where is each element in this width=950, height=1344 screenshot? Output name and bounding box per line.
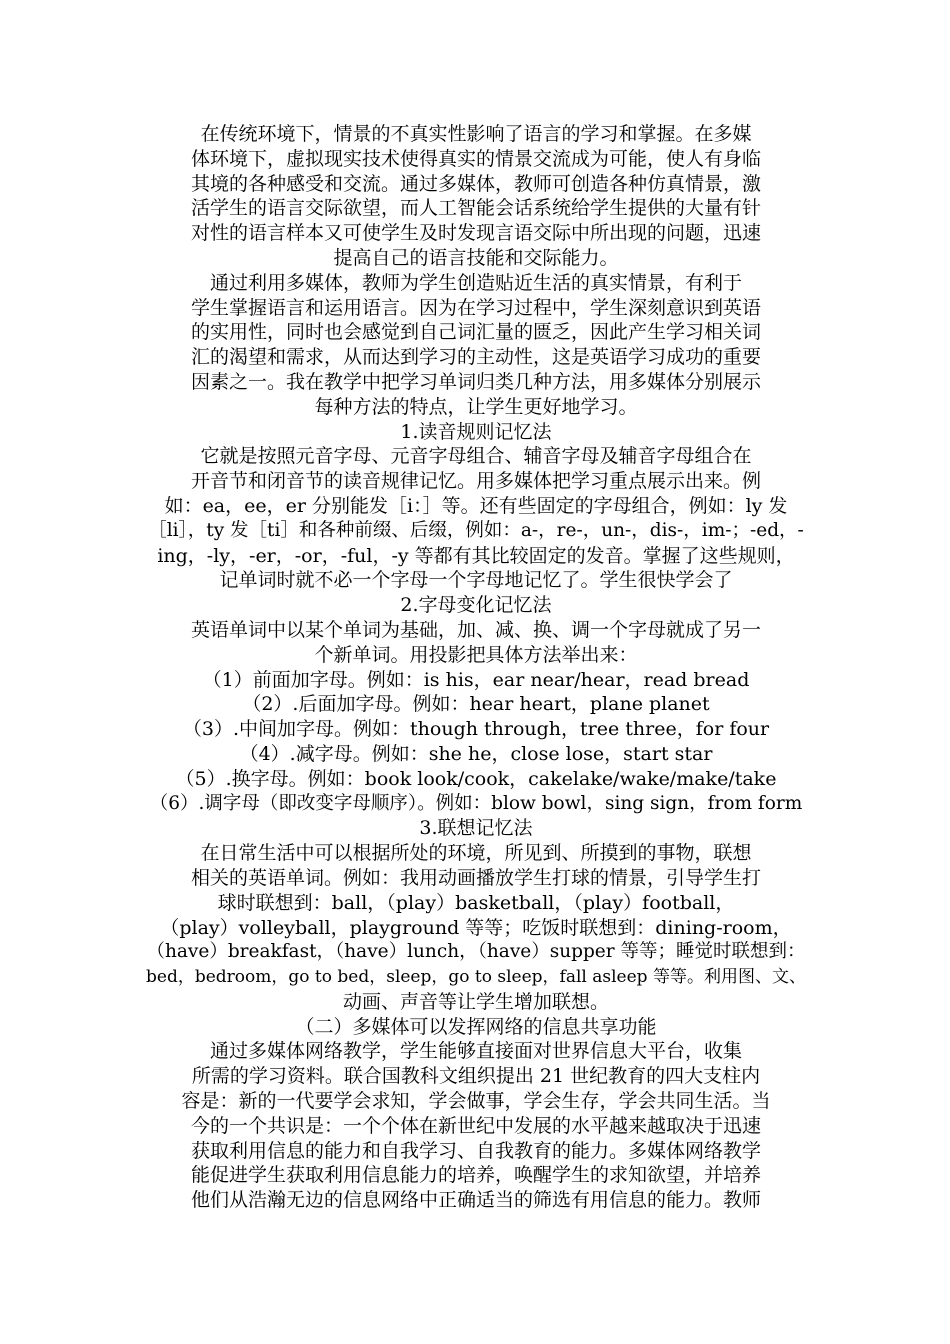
text-line: 在日常生活中可以根据所处的环境，所见到、所摸到的事物，联想 xyxy=(200,842,752,865)
text-line: 体环境下，虚拟现实技术使得真实的情景交流成为可能，使人有身临 xyxy=(190,147,761,170)
list-item-reorder-letters xyxy=(144,792,808,817)
text-line: （have）breakfast，（have）lunch，（have）supper 等等；睡觉时联想到： xyxy=(146,941,806,963)
heading-text: 2.字母变化记忆法 xyxy=(400,594,552,617)
text-line: 在传统环境下，情景的不真实性影响了语言的学习和掌握。在多媒 xyxy=(200,123,752,145)
list-item-text: （6）.调字母（即改变字母顺序）。例如：blow bowl，sing sign，from form xyxy=(149,792,803,814)
paragraph-real-situations xyxy=(144,271,808,420)
text-line: 动画、声音等让学生增加联想。 xyxy=(342,990,609,1013)
text-line: 个新单词。用投影把具体方法举出来： xyxy=(314,643,638,666)
heading-text: 1.读音规则记忆法 xyxy=(400,420,552,443)
text-line: 活学生的语言交际欲望，而人工智能会话系统给学生提供的大量有针 xyxy=(190,197,761,220)
list-item-text: （4）.减字母。例如：she he，close lose，start star xyxy=(239,742,713,765)
document-page xyxy=(144,122,808,1213)
heading-text: 3.联想记忆法 xyxy=(419,817,533,840)
text-line: 英语单词中以某个单词为基础，加、减、换、调一个字母就成了另一 xyxy=(190,618,761,641)
list-item-remove-letter xyxy=(144,742,808,767)
list-item-add-suffix xyxy=(144,692,808,717)
text-line: 它就是按照元音字母、元音字母组合、辅音字母及辅音字母组合在 xyxy=(200,445,752,468)
paragraph-immersive-context xyxy=(144,122,808,271)
list-item-add-prefix xyxy=(144,668,808,693)
section-heading-association xyxy=(144,816,808,841)
list-item-replace-letter xyxy=(144,767,808,792)
list-item-text: （1）前面加字母。例如：is his，ear near/hear，read bread xyxy=(202,668,750,691)
text-line: 获取利用信息的能力和自我学习、自我教育的能力。多媒体网络教学 xyxy=(190,1139,761,1162)
text-line: 容是：新的一代要学会求知，学会做事，学会生存，学会共同生活。当 xyxy=(181,1090,771,1113)
paragraph-network-teaching xyxy=(144,1039,808,1213)
text-line: 球时联想到：ball，（play）basketball，（play）football， xyxy=(217,891,735,914)
text-line: （play）volleyball，playground 等等；吃饭时联想到：dining-room， xyxy=(160,916,792,939)
text-line: 学生掌握语言和运用语言。因为在学习过程中，学生深刻意识到英语 xyxy=(190,296,761,319)
paragraph-association xyxy=(144,841,808,1015)
paragraph-pronunciation-rules xyxy=(144,444,808,593)
text-line: 所需的学习资料。联合国教科文组织提出 21 世纪教育的四大支柱内 xyxy=(191,1065,761,1088)
text-line: 今的一个共识是：一个个体在新世纪中发展的水平越来越取决于迅速 xyxy=(190,1114,761,1137)
text-line: bed，bedroom，go to bed，sleep，go to sleep，fall asleep 等等。利用图、文、 xyxy=(146,967,806,988)
list-item-text: （3）.中间加字母。例如：though through，tree three，for four xyxy=(182,718,770,741)
paragraph-letter-change xyxy=(144,618,808,668)
text-line: 他们从浩瀚无边的信息网络中正确适当的筛选有用信息的能力。教师 xyxy=(190,1189,761,1212)
text-line: 能促进学生获取利用信息能力的培养，唤醒学生的求知欲望，并培养 xyxy=(190,1164,761,1187)
text-line: 因素之一。我在教学中把学习单词归类几种方法，用多媒体分别展示 xyxy=(190,370,761,393)
text-line: 如：ea，ee，er 分别能发［i：］等。还有些固定的字母组合，例如：ly 发 xyxy=(164,494,788,517)
text-line: 汇的渴望和需求，从而达到学习的主动性，这是英语学习成功的重要 xyxy=(190,346,761,369)
heading-text: （二）多媒体可以发挥网络的信息共享功能 xyxy=(295,1015,657,1038)
text-line: 通过利用多媒体，教师为学生创造贴近生活的真实情景，有利于 xyxy=(209,271,742,294)
section-heading-letter-change xyxy=(144,593,808,618)
list-item-add-middle xyxy=(144,717,808,742)
text-line: ing，-ly，-er，-or，-ful，-y 等都有其比较固定的发音。掌握了这些规则， xyxy=(157,544,795,567)
text-line: 其境的各种感受和交流。通过多媒体，教师可创造各种仿真情景，激 xyxy=(190,172,761,195)
text-line: 的实用性，同时也会感觉到自己词汇量的匮乏，因此产生学习相关词 xyxy=(190,321,761,344)
text-line: 每种方法的特点，让学生更好地学习。 xyxy=(314,395,638,418)
section-heading-pronunciation xyxy=(144,420,808,445)
text-line: 记单词时就不必一个字母一个字母地记忆了。学生很快学会了 xyxy=(219,569,733,592)
text-line: 相关的英语单词。例如：我用动画播放学生打球的情景，引导学生打 xyxy=(190,866,761,889)
text-line: 通过多媒体网络教学，学生能够直接面对世界信息大平台，收集 xyxy=(209,1040,742,1063)
text-line: 对性的语言样本又可使学生及时发现言语交际中所出现的问题，迅速 xyxy=(190,222,761,245)
list-item-text: （2）.后面加字母。例如：hear heart，plane planet xyxy=(242,693,710,716)
text-line: ［li］，ty 发［ti］和各种前缀、后缀，例如：a-，re-，un-，dis-，im-；-ed，- xyxy=(148,519,804,541)
text-line: 提高自己的语言技能和交际能力。 xyxy=(333,246,619,269)
list-item-text: （5）.换字母。例如：book look/cook，cakelake/wake/make/take xyxy=(175,767,777,790)
section-heading-information-sharing xyxy=(144,1015,808,1040)
text-line: 开音节和闭音节的读音规律记忆。用多媒体把学习重点展示出来。例 xyxy=(190,470,761,493)
